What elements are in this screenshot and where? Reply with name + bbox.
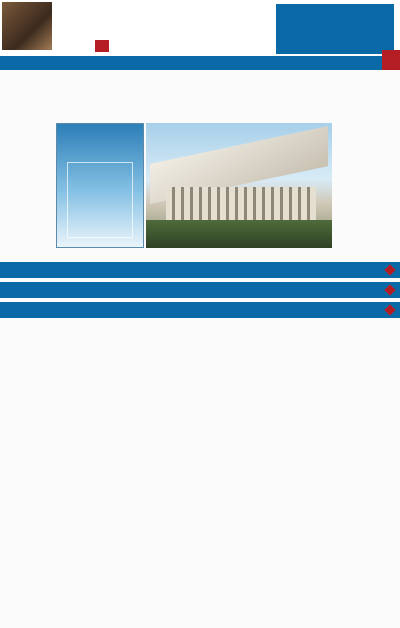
highlight-bar-laws <box>0 262 400 278</box>
highlight-bar-budgets <box>0 282 400 298</box>
info-bar <box>0 56 400 70</box>
gazette-cover-illustration <box>67 162 133 238</box>
masthead-block <box>276 4 394 54</box>
promo-box[interactable] <box>0 0 118 56</box>
promo-page-number <box>95 40 109 52</box>
palm-trees <box>146 220 332 248</box>
gazette-cover-image <box>56 123 144 248</box>
page-header <box>0 0 400 62</box>
parliament-building-photo <box>146 123 332 248</box>
bullet-diamond-icon <box>384 304 395 315</box>
promo-photo <box>2 2 52 50</box>
intro-column <box>336 118 396 256</box>
bullet-diamond-icon <box>384 284 395 295</box>
highlight-bar-agreements <box>0 302 400 318</box>
page-number <box>382 50 400 70</box>
bullet-diamond-icon <box>384 264 395 275</box>
list-column-left <box>2 118 54 256</box>
